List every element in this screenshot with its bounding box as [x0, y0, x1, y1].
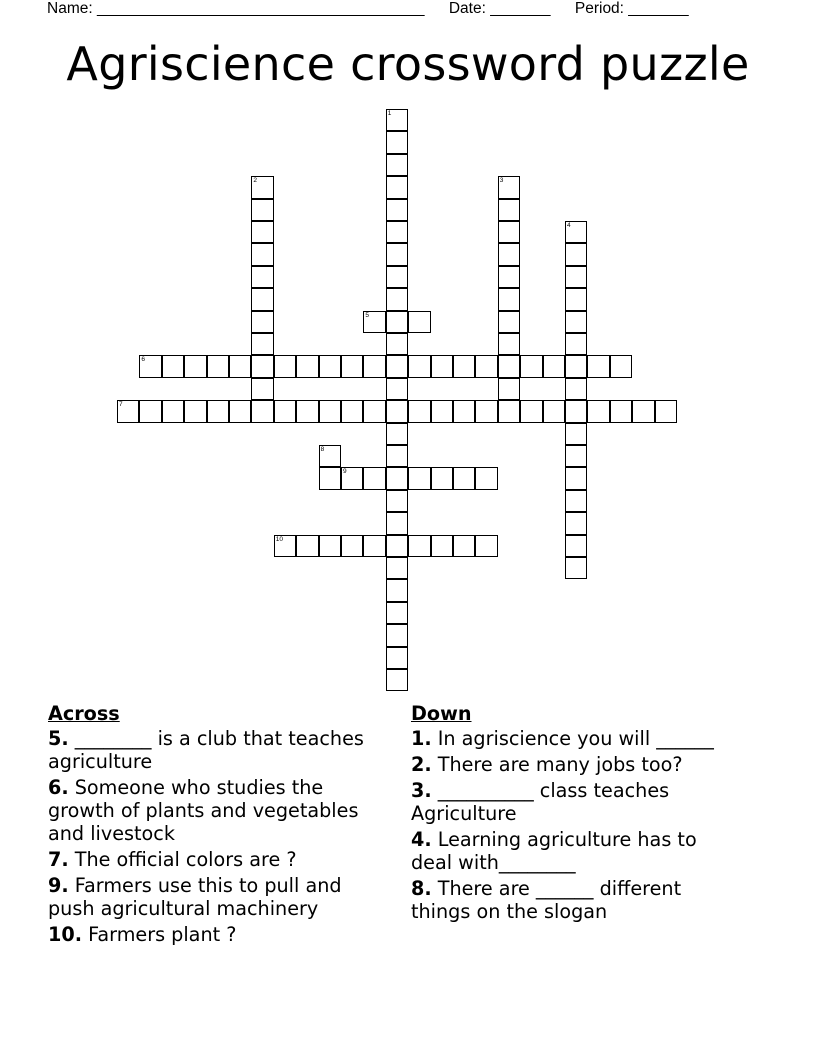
crossword-cell[interactable]: [117, 400, 139, 422]
across-heading: Across: [48, 702, 120, 725]
crossword-cell[interactable]: [587, 400, 609, 422]
crossword-cell[interactable]: [184, 400, 206, 422]
crossword-cell[interactable]: [565, 490, 587, 512]
crossword-cell[interactable]: [139, 400, 161, 422]
crossword-cell[interactable]: [386, 199, 408, 221]
clue-text: ________ is a club that teaches agriculture: [48, 727, 364, 773]
crossword-cell[interactable]: [363, 311, 385, 333]
crossword-cell[interactable]: [386, 557, 408, 579]
crossword-cell[interactable]: [475, 400, 497, 422]
clue-number: 4.: [411, 828, 432, 851]
crossword-cell[interactable]: [543, 355, 565, 377]
crossword-cell[interactable]: [498, 355, 520, 377]
crossword-cell[interactable]: [565, 378, 587, 400]
clue-down-3: [411, 779, 741, 825]
crossword-cell[interactable]: [296, 355, 318, 377]
crossword-cell[interactable]: [520, 400, 542, 422]
crossword-cell[interactable]: [565, 423, 587, 445]
crossword-cell[interactable]: [475, 355, 497, 377]
crossword-cell[interactable]: [565, 333, 587, 355]
crossword-cell[interactable]: [251, 266, 273, 288]
clue-text: There are many jobs too?: [437, 753, 683, 776]
crossword-cell[interactable]: [565, 535, 587, 557]
crossword-cell[interactable]: [274, 400, 296, 422]
clue-text: Farmers plant ?: [88, 923, 237, 946]
crossword-cell[interactable]: [386, 266, 408, 288]
clue-number-label: 8: [320, 446, 325, 453]
clue-number-label: 7: [119, 401, 123, 409]
crossword-cell[interactable]: [475, 535, 497, 557]
clue-number: 3.: [411, 779, 432, 802]
crossword-cell[interactable]: [565, 288, 587, 310]
crossword-cell[interactable]: [408, 400, 430, 422]
crossword-cell[interactable]: [498, 199, 520, 221]
crossword-cell[interactable]: [543, 400, 565, 422]
clue-number-label: 10: [275, 535, 284, 543]
clue-text: Someone who studies the growth of plants and vegetables and livestock: [48, 776, 359, 845]
clue-down-2: [411, 753, 741, 776]
crossword-cell[interactable]: [251, 199, 273, 221]
crossword-cell[interactable]: [498, 176, 520, 198]
clue-number-label: 2: [253, 177, 258, 185]
crossword-cell[interactable]: [207, 355, 229, 377]
crossword-cell[interactable]: [498, 266, 520, 288]
crossword-cell[interactable]: [565, 355, 587, 377]
clue-across-6: [48, 776, 393, 845]
crossword-cell[interactable]: [386, 176, 408, 198]
crossword-cell[interactable]: [386, 288, 408, 310]
name-field[interactable]: Name: ______________________________________: [47, 0, 425, 17]
crossword-cell[interactable]: [229, 355, 251, 377]
crossword-cell[interactable]: [431, 400, 453, 422]
crossword-cell[interactable]: [162, 355, 184, 377]
crossword-cell[interactable]: [319, 467, 341, 489]
clue-number: 8.: [411, 877, 432, 900]
crossword-cell[interactable]: [498, 288, 520, 310]
crossword-cell[interactable]: [386, 243, 408, 265]
clue-number-label: 1: [387, 110, 392, 117]
crossword-cell[interactable]: [655, 400, 677, 422]
down-clues: [411, 702, 741, 926]
date-field[interactable]: Date: _______: [448, 0, 551, 17]
clue-number: 5.: [48, 727, 69, 750]
crossword-cell[interactable]: [386, 602, 408, 624]
crossword-cell[interactable]: [386, 647, 408, 669]
crossword-cell[interactable]: [386, 355, 408, 377]
crossword-cell[interactable]: [565, 243, 587, 265]
crossword-cell[interactable]: [319, 535, 341, 557]
crossword-cell[interactable]: [498, 378, 520, 400]
crossword-cell[interactable]: [565, 221, 587, 243]
crossword-cell[interactable]: [565, 512, 587, 534]
crossword-cell[interactable]: [587, 355, 609, 377]
clue-down-4: [411, 828, 741, 874]
crossword-cell[interactable]: [565, 400, 587, 422]
clue-text: __________ class teaches Agriculture: [411, 779, 670, 825]
crossword-cell[interactable]: [184, 355, 206, 377]
clue-text: In agriscience you will ______: [437, 727, 714, 750]
crossword-cell[interactable]: [453, 355, 475, 377]
crossword-cell[interactable]: [453, 535, 475, 557]
crossword-cell[interactable]: [453, 400, 475, 422]
crossword-cell[interactable]: [341, 355, 363, 377]
crossword-cell[interactable]: [251, 221, 273, 243]
crossword-cell[interactable]: [162, 400, 184, 422]
crossword-cell[interactable]: [251, 176, 273, 198]
crossword-cell[interactable]: [431, 467, 453, 489]
crossword-cell[interactable]: [207, 400, 229, 422]
crossword-cell[interactable]: [565, 467, 587, 489]
crossword-cell[interactable]: [498, 333, 520, 355]
crossword-cell[interactable]: [498, 311, 520, 333]
crossword-cell[interactable]: [251, 400, 273, 422]
crossword-cell[interactable]: [386, 535, 408, 557]
crossword-cell[interactable]: [386, 109, 408, 131]
crossword-cell[interactable]: [498, 400, 520, 422]
clue-number: 9.: [48, 874, 69, 897]
crossword-cell[interactable]: [386, 400, 408, 422]
clue-across-10: [48, 923, 393, 946]
crossword-cell[interactable]: [341, 467, 363, 489]
crossword-cell[interactable]: [386, 221, 408, 243]
crossword-cell[interactable]: [296, 535, 318, 557]
clue-across-5: [48, 727, 393, 773]
clue-text: Farmers use this to pull and push agricultural machinery: [48, 874, 342, 920]
crossword-cell[interactable]: [565, 445, 587, 467]
crossword-cell[interactable]: [274, 535, 296, 557]
crossword-cell[interactable]: [319, 445, 341, 467]
crossword-cell[interactable]: [386, 311, 408, 333]
crossword-cell[interactable]: [386, 512, 408, 534]
crossword-cell[interactable]: [610, 355, 632, 377]
crossword-cell[interactable]: [319, 355, 341, 377]
crossword-cell[interactable]: [341, 535, 363, 557]
crossword-cell[interactable]: [251, 378, 273, 400]
crossword-cell[interactable]: [363, 467, 385, 489]
crossword-cell[interactable]: [386, 423, 408, 445]
crossword-cell[interactable]: [408, 535, 430, 557]
crossword-cell[interactable]: [565, 266, 587, 288]
crossword-cell[interactable]: [565, 311, 587, 333]
crossword-cell[interactable]: [498, 243, 520, 265]
crossword-cell[interactable]: [386, 669, 408, 691]
crossword-cell[interactable]: [341, 400, 363, 422]
clue-down-8: [411, 877, 741, 923]
crossword-cell[interactable]: [632, 400, 654, 422]
crossword-cell[interactable]: [386, 467, 408, 489]
crossword-cell[interactable]: [386, 378, 408, 400]
crossword-cell[interactable]: [363, 535, 385, 557]
clue-number-label: 3: [499, 177, 504, 185]
clue-number-label: 4: [567, 222, 571, 229]
clue-text: Learning agriculture has to deal with________: [411, 828, 697, 874]
crossword-cell[interactable]: [386, 131, 408, 153]
clue-number-label: 5: [365, 311, 370, 319]
crossword-cell[interactable]: [431, 355, 453, 377]
crossword-cell[interactable]: [408, 355, 430, 377]
crossword-cell[interactable]: [251, 288, 273, 310]
crossword-cell[interactable]: [251, 243, 273, 265]
crossword-cell[interactable]: [498, 221, 520, 243]
crossword-cell[interactable]: [386, 490, 408, 512]
page-title: Agriscience crossword puzzle: [66, 37, 750, 91]
clue-number: 6.: [48, 776, 69, 799]
crossword-cell[interactable]: [319, 400, 341, 422]
crossword-cell[interactable]: [363, 400, 385, 422]
crossword-cell[interactable]: [296, 400, 318, 422]
clue-across-7: [48, 848, 393, 871]
crossword-cell[interactable]: [408, 467, 430, 489]
across-clues: [48, 702, 393, 949]
clue-text: The official colors are ?: [74, 848, 297, 871]
crossword-cell[interactable]: [431, 535, 453, 557]
clue-down-1: [411, 727, 741, 750]
crossword-cell[interactable]: [408, 311, 430, 333]
crossword-cell[interactable]: [386, 445, 408, 467]
clue-number: 7.: [48, 848, 69, 871]
crossword-cell[interactable]: [363, 355, 385, 377]
crossword-cell[interactable]: [520, 355, 542, 377]
clue-number-label: 9: [343, 468, 347, 476]
clue-number-label: 6: [141, 356, 146, 364]
crossword-cell[interactable]: [386, 154, 408, 176]
down-heading: Down: [411, 702, 472, 725]
crossword-cell[interactable]: [139, 355, 161, 377]
crossword-cell[interactable]: [386, 579, 408, 601]
period-field[interactable]: Period: _______: [574, 0, 689, 17]
crossword-cell[interactable]: [475, 467, 497, 489]
clue-number: 10.: [48, 923, 82, 946]
crossword-cell[interactable]: [386, 333, 408, 355]
crossword-cell[interactable]: [565, 557, 587, 579]
crossword-cell[interactable]: [610, 400, 632, 422]
crossword-cell[interactable]: [453, 467, 475, 489]
clue-text: There are ______ different things on the slogan: [411, 877, 682, 923]
crossword-cell[interactable]: [386, 624, 408, 646]
crossword-cell[interactable]: [229, 400, 251, 422]
crossword-cell[interactable]: [274, 355, 296, 377]
crossword-cell[interactable]: [251, 333, 273, 355]
clue-across-9: [48, 874, 393, 920]
crossword-cell[interactable]: [251, 355, 273, 377]
clue-number: 1.: [411, 727, 432, 750]
clue-number: 2.: [411, 753, 432, 776]
crossword-cell[interactable]: [251, 311, 273, 333]
